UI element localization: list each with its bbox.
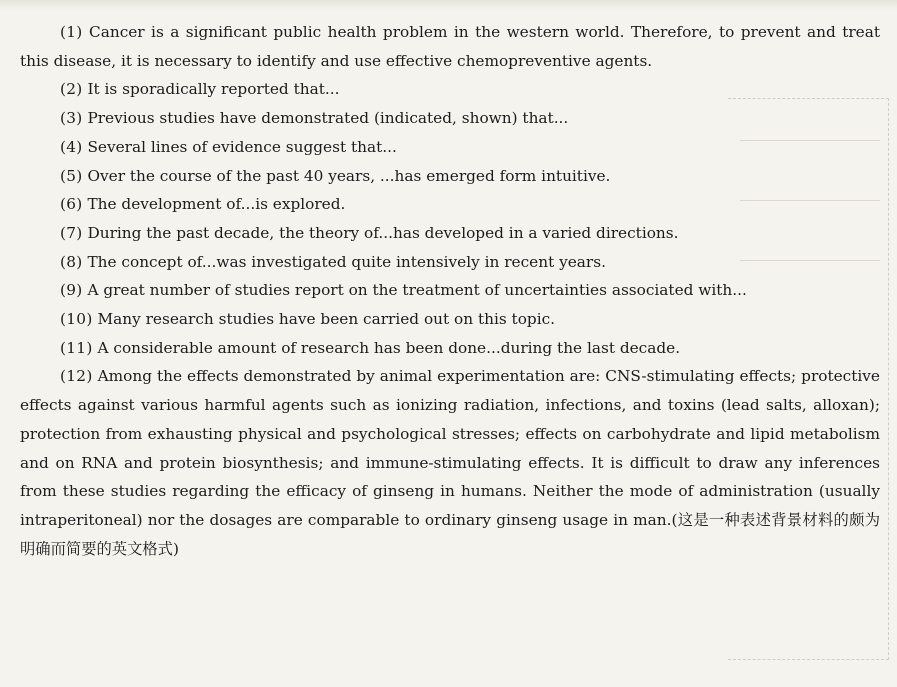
list-item [20,133,880,162]
item-text: The concept of...was investigated quite intensively in recent years. [87,252,606,271]
list-item [20,248,880,277]
list-item [20,18,880,75]
item-text: A great number of studies report on the treatment of uncertainties associated with... [87,281,747,300]
item-number: (10) [60,310,93,329]
phrase-list [20,18,880,563]
list-item [20,75,880,104]
item-number: (11) [60,338,93,357]
item-text: Several lines of evidence suggest that... [87,137,397,156]
item-text: Many research studies have been carried out on this topic. [97,310,556,329]
item-text: Previous studies have demonstrated (indicated, shown) that... [87,109,569,128]
item-text: Over the course of the past 40 years, ...has emerged form intuitive. [87,166,611,185]
item-number: (2) [60,80,83,99]
item-number: (8) [60,252,83,271]
list-item [20,362,880,563]
bleed-through-shade [0,0,897,10]
item-text: The development of...is explored. [87,195,346,214]
item-number: (7) [60,223,83,242]
item-text: During the past decade, the theory of...has developed in a varied directions. [87,223,679,242]
item-number: (3) [60,109,83,128]
list-item [20,219,880,248]
list-item [20,334,880,363]
item-number: (5) [60,166,83,185]
item-text: It is sporadically reported that... [87,80,340,99]
item-number: (12) [60,367,93,386]
item-text: Among the effects demonstrated by animal experimentation are: CNS-stimulating effects; protective effects against various harmful agents such as ionizing radiation, infections, and toxins (lead salts, alloxan); protection from exhausting physical and psychological stresses; effects on carbohydrate and lipid metabolism and on RNA and protein biosynthesis; and immune-stimulating effects. It is difficult to draw any inferences from these studies regarding the efficacy of ginseng in humans. Neither the mode of administration (usually intraperitoneal) nor the dosages are comparable to ordinary ginseng usage in man. [20,367,880,529]
list-item [20,305,880,334]
list-item [20,276,880,305]
chinese-note: (这是一种表述背景材料的颇为明确而简要的英文格式) [20,510,880,558]
item-number: (9) [60,281,83,300]
item-number: (6) [60,195,83,214]
list-item [20,104,880,133]
item-number: (4) [60,137,83,156]
item-text: Cancer is a significant public health problem in the western world. Therefore, to prevent and treat this disease, it is necessary to identify and use effective chemopreventive agents. [20,23,880,70]
list-item [20,190,880,219]
item-number: (1) [60,23,83,41]
list-item [20,162,880,191]
item-text: A considerable amount of research has been done...during the last decade. [97,338,681,357]
